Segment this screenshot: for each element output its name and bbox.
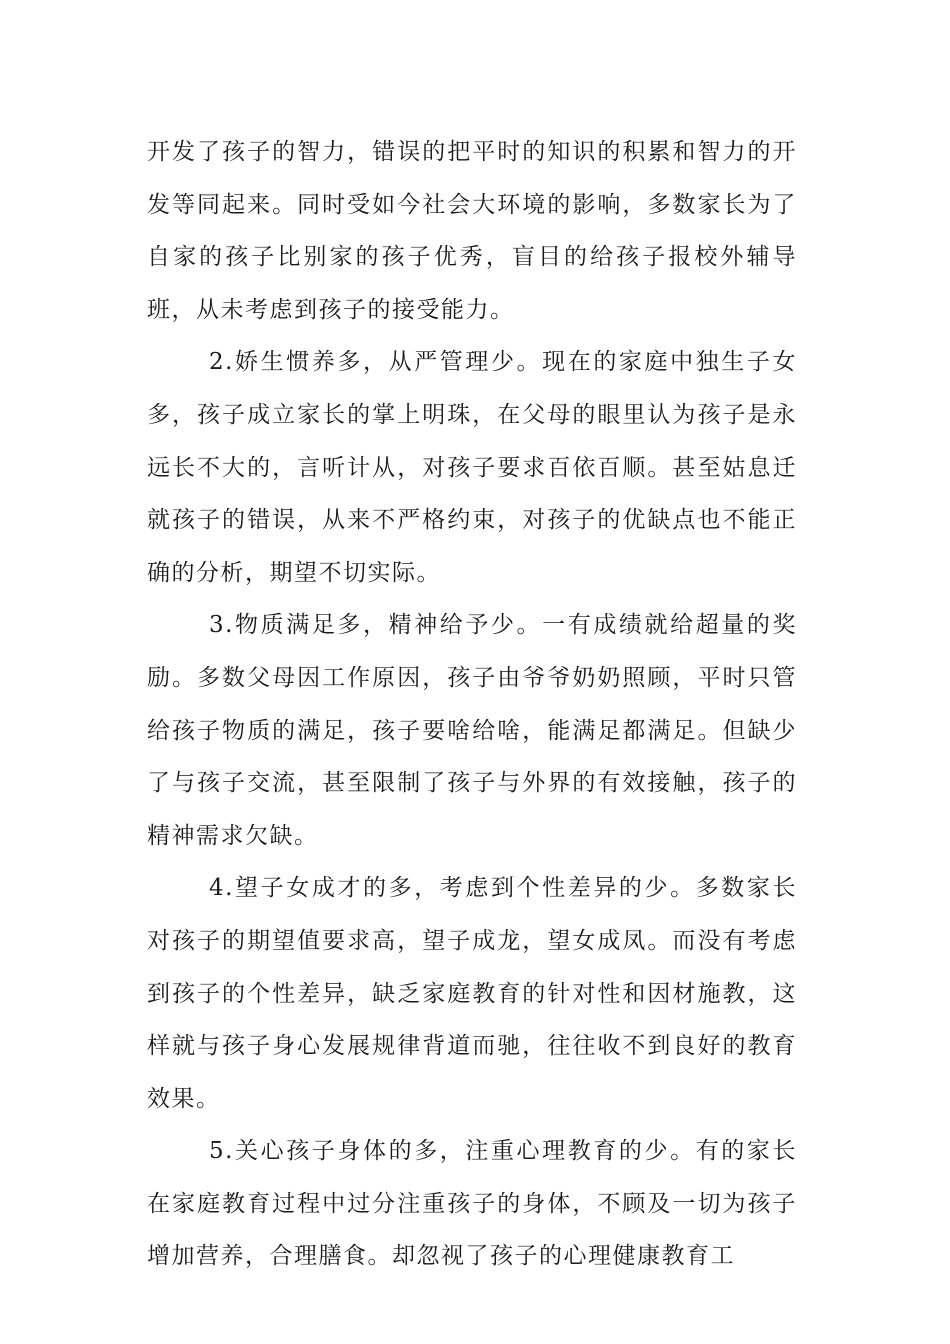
paragraph-point-2: 2.娇生惯养多，从严管理少。现在的家庭中独生子女多，孩子成立家长的掌上明珠，在父母的眼里认为孩子是永远长不大的，言听计从，对孩子要求百依百顺。甚至姑息迁就孩子的错误，从来不严格约束，对孩子的优缺点也不能正确的分析，期望不切实际。 [147,349,797,586]
document-body [147,126,797,1283]
paragraph-point-5: 5.关心孩子身体的多，注重心理教育的少。有的家长在家庭教育过程中过分注重孩子的身体，不顾及一切为孩子增加营养，合理膳食。却忽视了孩子的心理健康教育工 [147,1138,797,1270]
paragraph-point-3: 3.物质满足多，精神给予少。一有成绩就给超量的奖励。多数父母因工作原因，孩子由爷爷奶奶照顾，平时只管给孩子物质的满足，孩子要啥给啥，能满足都满足。但缺少了与孩子交流，甚至限制了孩子与外界的有效接触，孩子的精神需求欠缺。 [147,612,797,849]
paragraph-point-4: 4.望子女成才的多，考虑到个性差异的少。多数家长对孩子的期望值要求高，望子成龙，望女成凤。而没有考虑到孩子的个性差异，缺乏家庭教育的针对性和因材施教，这样就与孩子身心发展规律背道而驰，往往收不到良好的教育效果。 [147,875,797,1112]
paragraph-continuation: 开发了孩子的智力，错误的把平时的知识的积累和智力的开发等同起来。同时受如今社会大环境的影响，多数家长为了自家的孩子比别家的孩子优秀，盲目的给孩子报校外辅导班，从未考虑到孩子的接受能力。 [147,139,797,323]
